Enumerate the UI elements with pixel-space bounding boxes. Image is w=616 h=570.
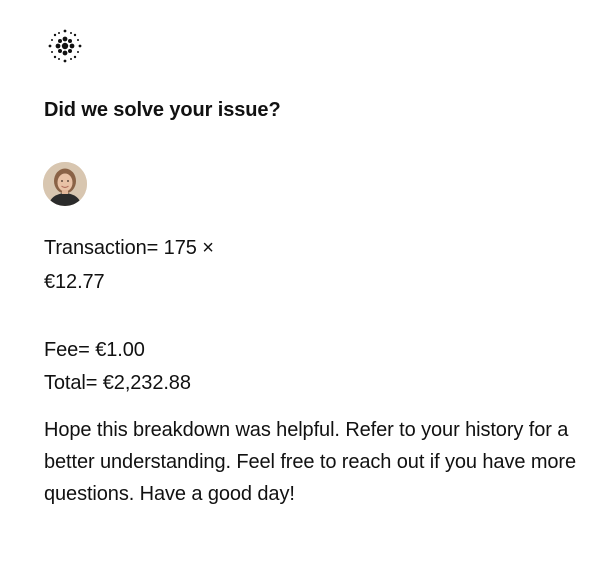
closing-message: Hope this breakdown was helpful. Refer to your history for a better understanding. Feel free to reach out if you have more questions. Have a good day! [44, 419, 576, 505]
fee-line: Fee= €1.00 [44, 339, 145, 361]
total-line: Total= €2,232.88 [44, 372, 191, 394]
brand-logo-icon [44, 25, 86, 67]
transaction-line: Transaction= 175 × [44, 237, 214, 259]
transaction-amount: €12.77 [44, 271, 105, 293]
agent-avatar [43, 162, 87, 206]
survey-question: Did we solve your issue? [44, 99, 281, 121]
